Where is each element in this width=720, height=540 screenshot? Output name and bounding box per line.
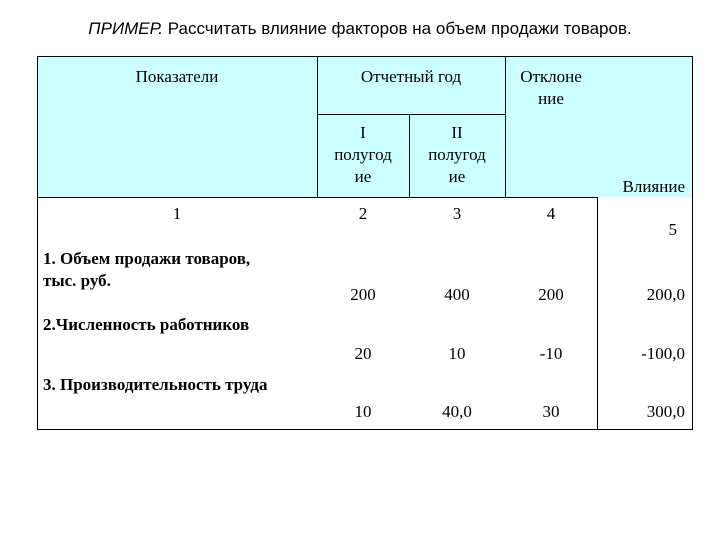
header-half-1 (317, 122, 409, 188)
header-half-2-line3: ие (448, 167, 466, 187)
col-number-4: 4 (546, 204, 556, 223)
col-number-2: 2 (358, 204, 368, 223)
header-half-2-line1: II (451, 123, 463, 142)
header-divider (37, 197, 597, 198)
title-prefix: ПРИМЕР. (88, 19, 164, 38)
factor-analysis-table (37, 56, 693, 430)
row-2-influence: -100,0 (641, 344, 685, 363)
header-indicators: Показатели (135, 67, 219, 86)
header-influence: Влияние (622, 177, 685, 196)
slide-title (0, 19, 720, 39)
row-2-half-1: 20 (354, 344, 372, 363)
row-1-half-2: 400 (444, 285, 470, 304)
border-right (692, 56, 693, 430)
row-3-influence: 300,0 (646, 402, 685, 421)
row-3-half-2: 40,0 (442, 402, 472, 421)
col-number-1: 1 (172, 204, 182, 223)
row-1-influence: 200,0 (646, 285, 685, 304)
report-year-divider (317, 114, 505, 115)
header-deviation-line2: ние (538, 89, 564, 109)
header-deviation (505, 66, 597, 110)
row-1-half-1: 200 (350, 285, 376, 304)
row-3-half-1: 10 (354, 402, 372, 421)
row-1-label-line1: 1. Объем продажи товаров, (43, 249, 251, 268)
table-row-label (43, 248, 315, 292)
header-half-1-line2: полугод (334, 145, 392, 165)
row-2-deviation: -10 (539, 344, 563, 363)
header-report-year: Отчетный год (360, 67, 462, 86)
col-number-3: 3 (452, 204, 462, 223)
border-left (37, 56, 38, 430)
header-half-1-line3: ие (354, 167, 372, 187)
row-2-label: 2.Численность работников (43, 315, 250, 334)
row-3-deviation: 30 (542, 402, 560, 421)
header-half-2 (409, 122, 505, 188)
header-half-1-line1: I (360, 123, 366, 142)
title-text: Рассчитать влияние факторов на объем продажи товаров. (163, 19, 632, 38)
row-1-label-line2: тыс. руб. (43, 271, 111, 291)
header-deviation-line1: Отклоне (520, 67, 582, 86)
col-number-5: 5 (668, 220, 677, 239)
border-bottom (37, 429, 693, 430)
row-1-deviation: 200 (538, 285, 564, 304)
header-half-2-line2: полугод (428, 145, 486, 165)
row-3-label: 3. Производительность труда (43, 375, 268, 394)
row-2-half-2: 10 (448, 344, 466, 363)
border-top (37, 56, 693, 57)
